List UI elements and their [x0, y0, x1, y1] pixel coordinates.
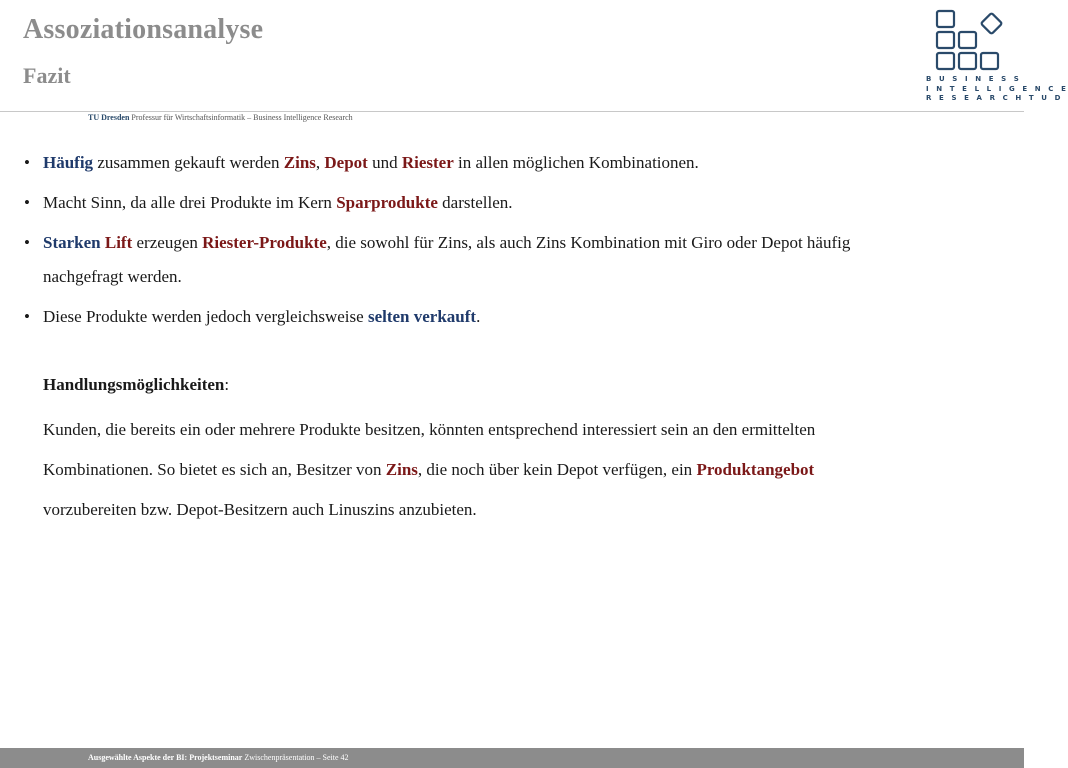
bullet-item-2: Macht Sinn, da alle drei Produkte im Kern Sparprodukte darstellen.	[43, 193, 513, 212]
bullet-marker: •	[24, 193, 30, 212]
logo-wordmark: B U S I N E S S I N T E L L I G E N C E R E S E A R C H T U D	[926, 75, 1068, 102]
slide-subtitle: Fazit	[23, 63, 71, 88]
bullet-item-3: Starken Lift erzeugen Riester-Produkte, die sowohl für Zins, als auch Zins Kombination mit Giro oder Depot häufig	[43, 233, 851, 252]
bullet-item-4: Diese Produkte werden jedoch vergleichsweise selten verkauft.	[43, 307, 481, 326]
affiliation: TU Dresden Professur für Wirtschaftsinformatik – Business Intelligence Research	[88, 113, 353, 122]
bullet-item-1: Häufig zusammen gekauft werden Zins, Depot und Riester in allen möglichen Kombinationen.	[43, 153, 699, 172]
actions-line-1: Kunden, die bereits ein oder mehrere Produkte besitzen, könnten entsprechend interessiert sein an den ermittelten	[43, 420, 816, 439]
actions-line-3: vorzubereiten bzw. Depot-Besitzern auch Linuszins anzubieten.	[43, 500, 477, 519]
bullet-marker: •	[24, 307, 30, 326]
bullet-marker: •	[24, 153, 30, 172]
slide-title: Assoziationsanalyse	[23, 14, 264, 45]
actions-heading: Handlungsmöglichkeiten:	[43, 375, 230, 394]
footer-text: Ausgewählte Aspekte der BI: Projektseminar Zwischenpräsentation – Seite 42	[88, 753, 349, 762]
actions-line-2: Kombinationen. So bietet es sich an, Besitzer von Zins, die noch über kein Depot verfügen, ein Produktangebot	[43, 460, 815, 479]
bullet-marker: •	[24, 233, 30, 252]
header-divider	[0, 111, 1024, 112]
bullet-item-3-continuation: nachgefragt werden.	[43, 267, 182, 286]
footer-bar	[0, 748, 1024, 768]
